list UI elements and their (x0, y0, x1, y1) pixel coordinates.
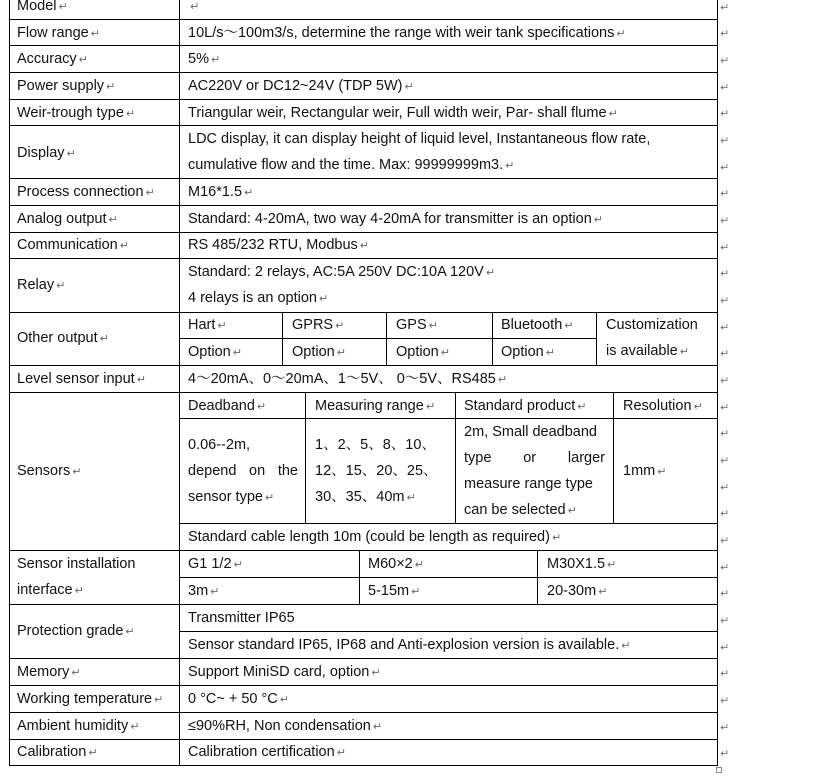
row-end-mark: ↵ (720, 28, 730, 40)
sensors-deadband-line: 0.06--2m, (188, 437, 251, 453)
row-value-protection-line1: Transmitter IP65 (188, 610, 295, 626)
row-label-humidity: Ambient humidity ↵ (17, 718, 140, 734)
row-value-analog-output: Standard: 4-20mA, two way 4-20mA for transmitter is an option ↵ (188, 211, 603, 227)
row-end-mark: ↵ (720, 188, 730, 200)
row-end-mark: ↵ (720, 135, 730, 147)
row-label-protection: Protection grade ↵ (17, 623, 135, 639)
row-value-calibration: Calibration certification ↵ (188, 744, 346, 760)
sensors-measuring-line: 30、35、40m ↵ (315, 489, 416, 505)
sensors-measuring-line: 12、15、20、25、 (315, 463, 438, 479)
row-end-mark: ↵ (720, 588, 730, 600)
row-end-mark: ↵ (720, 162, 730, 174)
row-value-working-temp: 0 °C~ + 50 °C ↵ (188, 691, 290, 707)
row-label-other-output: Other output ↵ (17, 330, 109, 346)
row-label-flow-range: Flow range ↵ (17, 25, 100, 41)
row-end-mark: ↵ (720, 55, 730, 67)
other-output-option: Option ↵ (396, 344, 450, 360)
row-value-display-line2: cumulative flow and the time. Max: 99999999m3. ↵ (188, 157, 515, 173)
row-label-accuracy: Accuracy ↵ (17, 51, 88, 67)
sensors-standard-line: type or larger (464, 450, 605, 466)
row-value-relay-line2: 4 relays is an option ↵ (188, 290, 329, 306)
row-end-mark: ↵ (720, 295, 730, 307)
row-value-weir-trough: Triangular weir, Rectangular weir, Full width weir, Par- shall flume ↵ (188, 105, 618, 121)
row-end-mark: ↵ (720, 428, 730, 440)
row-label-display: Display ↵ (17, 145, 76, 161)
sensors-header-deadband: Deadband ↵ (188, 398, 267, 414)
row-end-mark: ↵ (720, 242, 730, 254)
sensors-deadband-line: sensor type ↵ (188, 489, 275, 505)
row-label-weir-trough: Weir-trough type ↵ (17, 105, 136, 121)
sensors-cable: Standard cable length 10m (could be length as required) ↵ (188, 529, 562, 545)
other-output-gps: GPS ↵ (396, 317, 438, 333)
row-label-memory: Memory ↵ (17, 664, 81, 680)
row-label-communication: Communication ↵ (17, 237, 129, 253)
row-end-mark: ↵ (720, 722, 730, 734)
row-end-mark: ↵ (720, 268, 730, 280)
row-value-humidity: ≤90%RH, Non condensation ↵ (188, 718, 383, 734)
other-output-bluetooth: Bluetooth ↵ (501, 317, 574, 333)
other-output-customization: Customization (606, 317, 698, 333)
row-end-mark: ↵ (720, 562, 730, 574)
row-end-mark: ↵ (720, 455, 730, 467)
row-value-model: ↵ (190, 1, 200, 13)
row-label-working-temp: Working temperature ↵ (17, 691, 164, 707)
sensors-standard-line: 2m, Small deadband (464, 424, 597, 440)
row-value-accuracy: 5% ↵ (188, 51, 221, 67)
row-end-mark: ↵ (720, 375, 730, 387)
row-value-relay-line1: Standard: 2 relays, AC:5A 250V DC:10A 120V ↵ (188, 264, 496, 280)
sensors-measuring-line: 1、2、5、8、10、 (315, 437, 436, 453)
row-end-mark: ↵ (720, 82, 730, 94)
row-value-protection-line2: Sensor standard IP65, IP68 and Anti-explosion version is available. ↵ (188, 637, 631, 653)
row-end-mark: ↵ (720, 108, 730, 120)
other-output-option: Option ↵ (501, 344, 555, 360)
row-label-calibration: Calibration ↵ (17, 744, 98, 760)
row-end-mark: ↵ (720, 348, 730, 360)
row-end-mark: ↵ (720, 748, 730, 760)
row-label-level-input: Level sensor input ↵ (17, 371, 146, 387)
row-value-display-line1: LDC display, it can display height of liquid level, Instantaneous flow rate, (188, 131, 651, 147)
row-label-analog-output: Analog output ↵ (17, 211, 118, 227)
row-end-mark: ↵ (720, 508, 730, 520)
row-value-flow-range: 10L/s～100m3/s, determine the range with weir tank specifications ↵ (188, 25, 626, 41)
install-range: 20-30m ↵ (547, 583, 608, 599)
row-value-power-supply: AC220V or DC12~24V (TDP 5W) ↵ (188, 78, 414, 94)
row-value-level-input: 4～20mA、0～20mA、1～5V、 0～5V、RS485 ↵ (188, 371, 508, 387)
end-marker (716, 767, 722, 773)
other-output-option: Option ↵ (188, 344, 242, 360)
row-end-mark: ↵ (720, 482, 730, 494)
row-value-communication: RS 485/232 RTU, Modbus ↵ (188, 237, 370, 253)
row-end-mark: ↵ (720, 402, 730, 414)
sensors-header-measuring: Measuring range ↵ (315, 398, 436, 414)
row-label-sensors: Sensors ↵ (17, 463, 82, 479)
row-end-mark: ↵ (720, 2, 730, 14)
sensors-standard-line: measure range type (464, 476, 593, 492)
row-label-power-supply: Power supply ↵ (17, 78, 116, 94)
sensors-resolution: 1mm ↵ (623, 463, 667, 479)
install-thread: G1 1/2 ↵ (188, 556, 243, 572)
row-end-mark: ↵ (720, 668, 730, 680)
row-value-process-connection: M16*1.5 ↵ (188, 184, 254, 200)
row-end-mark: ↵ (720, 642, 730, 654)
row-label-model: Model ↵ (17, 0, 68, 14)
other-output-customization-2: is available ↵ (606, 343, 689, 359)
row-end-mark: ↵ (720, 695, 730, 707)
other-output-hart: Hart ↵ (188, 317, 227, 333)
install-range: 5-15m ↵ (368, 583, 421, 599)
install-thread: M60×2 ↵ (368, 556, 424, 572)
row-end-mark: ↵ (720, 322, 730, 334)
sensors-standard-line: can be selected ↵ (464, 502, 577, 518)
other-output-option: Option ↵ (292, 344, 346, 360)
row-label-relay: Relay ↵ (17, 277, 66, 293)
sensors-header-standard: Standard product ↵ (464, 398, 587, 414)
row-end-mark: ↵ (720, 535, 730, 547)
row-label-sensor-install: Sensor installation (17, 556, 136, 572)
sensors-header-resolution: Resolution ↵ (623, 398, 703, 414)
row-label-process-connection: Process connection ↵ (17, 184, 155, 200)
other-output-gprs: GPRS ↵ (292, 317, 345, 333)
sensors-deadband-line: depend on the (188, 463, 298, 479)
row-value-memory: Support MiniSD card, option ↵ (188, 664, 381, 680)
install-range: 3m ↵ (188, 583, 220, 599)
install-thread: M30X1.5 ↵ (547, 556, 617, 572)
row-end-mark: ↵ (720, 215, 730, 227)
row-end-mark: ↵ (720, 615, 730, 627)
row-label-sensor-install-2: interface ↵ (17, 582, 84, 598)
